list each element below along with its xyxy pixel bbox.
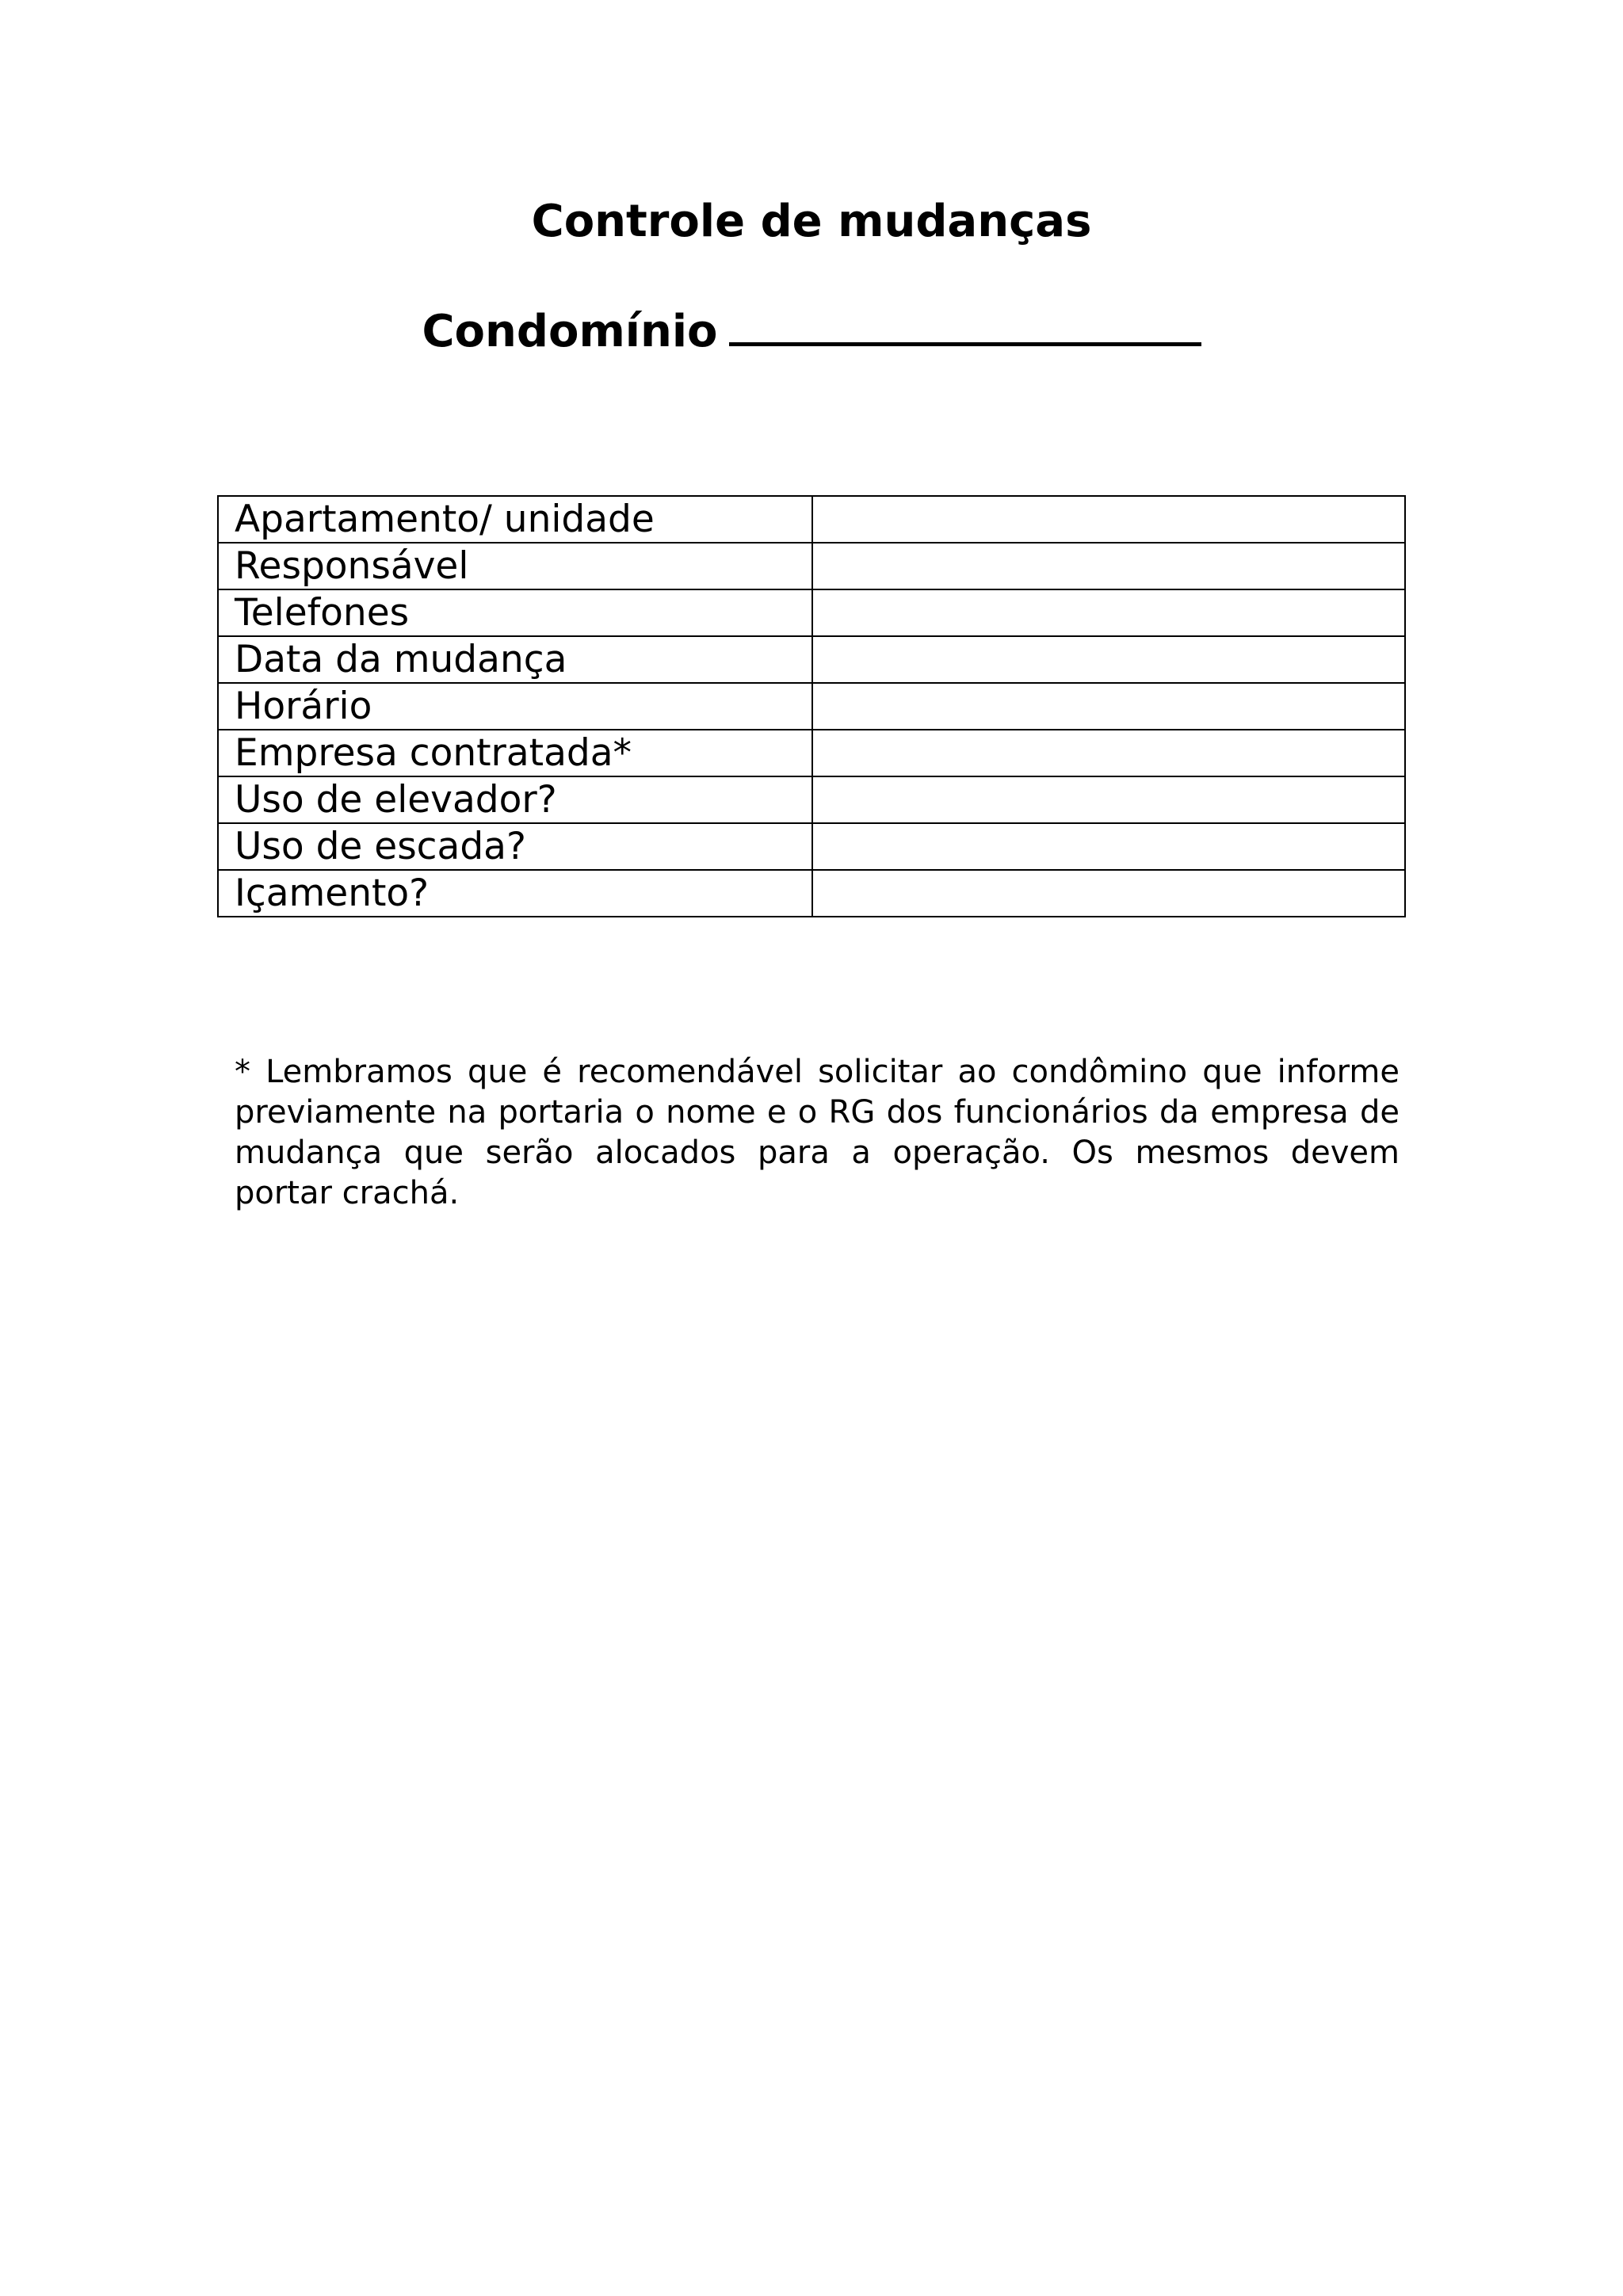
table-row <box>218 683 1405 730</box>
row-label-stairs-use: Uso de escada? <box>218 823 812 870</box>
row-value-apartment[interactable] <box>812 496 1405 543</box>
footnote-paragraph: * Lembramos que é recomendável solicitar ao condômino que informe previamente na portaria o nome e o RG dos funcionários da empresa de mudança que serão alocados para a operação. Os mesmos devem portar crachá. <box>235 1054 1400 1211</box>
row-value-time[interactable] <box>812 683 1405 730</box>
row-label-hired-company: Empresa contratada* <box>218 730 812 776</box>
row-label-hoisting: Içamento? <box>218 870 812 917</box>
row-label-time: Horário <box>218 683 812 730</box>
table-row <box>218 496 1405 543</box>
row-value-elevator-use[interactable] <box>812 776 1405 823</box>
table-row <box>218 636 1405 683</box>
table-row <box>218 589 1405 636</box>
row-label-phones: Telefones <box>218 589 812 636</box>
row-value-responsible[interactable] <box>812 543 1405 589</box>
row-value-stairs-use[interactable] <box>812 823 1405 870</box>
row-label-elevator-use: Uso de elevador? <box>218 776 812 823</box>
condominium-line <box>0 301 1623 359</box>
row-value-moving-date[interactable] <box>812 636 1405 683</box>
table-row <box>218 776 1405 823</box>
moving-control-table <box>217 495 1406 917</box>
row-value-hoisting[interactable] <box>812 870 1405 917</box>
condominium-label: Condomínio <box>422 306 718 357</box>
condominium-blank-line[interactable] <box>729 301 1201 346</box>
row-label-moving-date: Data da mudança <box>218 636 812 683</box>
row-value-phones[interactable] <box>812 589 1405 636</box>
table-row <box>218 543 1405 589</box>
row-label-apartment: Apartamento/ unidade <box>218 496 812 543</box>
table-row <box>218 730 1405 776</box>
document-title: Controle de mudanças <box>531 196 1092 247</box>
table-row <box>218 870 1405 917</box>
row-value-hired-company[interactable] <box>812 730 1405 776</box>
table-row <box>218 823 1405 870</box>
row-label-responsible: Responsável <box>218 543 812 589</box>
